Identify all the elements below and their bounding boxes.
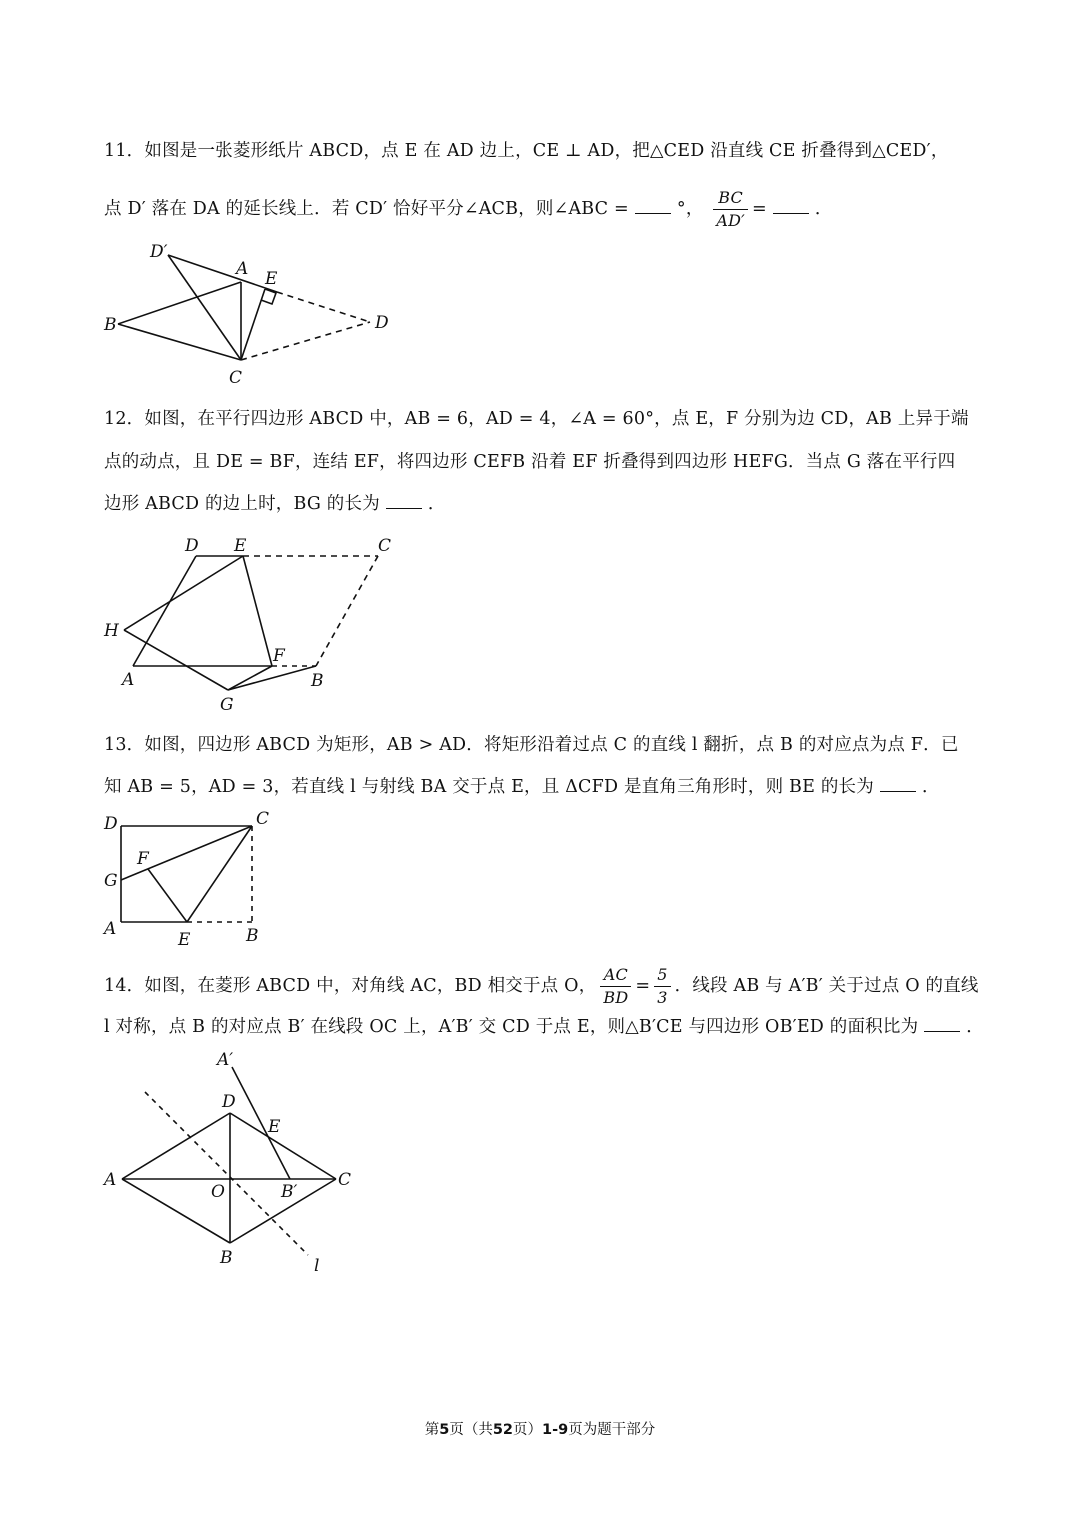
q14-line1b: ．线段 AB 与 A′B′ 关于过点 O 的直线 [674,976,979,996]
q13-answer-blank[interactable] [880,777,916,792]
footer-range: 1-9 [542,1422,569,1438]
q13-label-B: B [246,926,259,946]
q13-label-E: E [178,930,191,950]
q12-label-G: G [220,695,234,715]
q14-figure [100,1045,370,1289]
q14-line1 [104,964,979,1009]
q14-label-O: O [211,1182,225,1202]
q11-label-D: D [375,313,389,333]
q11-label-A: A [236,259,249,279]
q11-fraction [713,187,748,232]
q12-label-E: E [234,536,247,556]
q14-frac-num: AC [600,964,631,987]
q12-line3-text: 边形 ABCD 的边上时，BG 的长为 [104,494,380,514]
q12-figure [100,530,410,724]
q14-frac-den: BD [603,988,629,1007]
footer-total-pages: 52 [492,1422,514,1438]
footer-suffix: 页为题干部分 [568,1422,656,1438]
q14-frac2-num: 5 [654,964,670,987]
q14-line1-text: 14．如图，在菱形 ABCD 中，对角线 AC，BD 相交于点 O， [104,976,597,996]
q13-label-D: D [104,814,118,834]
q12-line3 [104,492,446,516]
q11-line1: 11．如图是一张菱形纸片 ABCD，点 E 在 AD 边上，CE ⊥ AD，把△CED 沿直线 CE 折叠得到△CED′， [104,141,949,161]
q11-label-B: B [104,315,117,335]
page-footer [0,1418,1080,1439]
q13-label-F: F [137,849,149,869]
q13-label-A: A [104,919,117,939]
q12-label-B: B [311,671,324,691]
q14-label-E: E [268,1117,281,1137]
footer-close: 页） [513,1422,543,1438]
q14-label-Bp: B′ [281,1182,298,1202]
q14-answer-blank[interactable] [924,1017,960,1032]
q14-frac2-den: 3 [657,988,668,1007]
q14-line2 [104,1015,984,1039]
q14-label-A: A [104,1170,117,1190]
q12-line2: 点的动点，且 DE = BF，连结 EF，将四边形 CEFB 沿着 EF 折叠得到四边形 HEFG．当点 G 落在平行四 [104,452,956,472]
q11-label-C: C [229,368,243,388]
q12-end: ． [427,494,446,514]
q12-label-C: C [378,536,392,556]
q11-degree: °， [676,199,704,219]
q12-label-A: A [122,670,135,690]
footer-prefix: 第 [424,1422,440,1438]
q14-fraction [600,964,631,1009]
q11-line2 [104,187,833,232]
q12-label-D: D [185,536,199,556]
q14-label-B: B [220,1248,233,1268]
q14-fraction-value [654,964,670,1009]
q12-label-F: F [273,646,285,666]
q14-line2-text: l 对称，点 B 的对应点 B′ 在线段 OC 上，A′B′ 交 CD 于点 E，则△B′CE 与四边形 OB′ED 的面积比为 [104,1017,919,1037]
q12-answer-blank[interactable] [386,494,422,509]
q14-end: ． [966,1017,984,1037]
q11-frac-num: BC [713,187,748,210]
q14-label-Ap: A′ [217,1050,234,1070]
q11-line2-text: 点 D′ 落在 DA 的延长线上．若 CD′ 恰好平分∠ACB，则∠ABC = [104,199,629,219]
q14-label-C: C [338,1170,352,1190]
q11-figure [100,232,400,396]
q13-line1: 13．如图，四边形 ABCD 为矩形，AB > AD．将矩形沿着过点 C 的直线 l 翻折，点 B 的对应点为点 F．已 [104,735,959,755]
q13-line2 [104,775,940,799]
q11-label-E: E [265,269,278,289]
footer-mid: 页（共 [449,1422,493,1438]
q13-label-G: G [104,871,118,891]
q14-label-D: D [222,1092,236,1112]
footer-page-number: 5 [439,1422,450,1438]
q14-eq: = [635,976,651,996]
q11-label-Dp: D′ [150,242,168,262]
q13-end: ． [921,777,940,797]
q14-label-l: l [314,1256,320,1276]
q11-answer-blank-1[interactable] [635,199,671,214]
q13-label-C: C [256,809,270,829]
q13-line2-text: 知 AB = 5，AD = 3，若直线 l 与射线 BA 交于点 E，且 ΔCFD 是直角三角形时，则 BE 的长为 [104,777,874,797]
q13-figure [100,805,300,954]
q11-frac-den: AD′ [716,211,745,230]
q11-end: ． [814,199,833,219]
q12-line1: 12．如图，在平行四边形 ABCD 中，AB = 6，AD = 4，∠A = 60°，点 E，F 分别为边 CD，AB 上异于端 [104,409,969,429]
q11-eq: = [751,199,767,219]
q12-label-H: H [104,621,119,641]
q11-answer-blank-2[interactable] [773,199,809,214]
